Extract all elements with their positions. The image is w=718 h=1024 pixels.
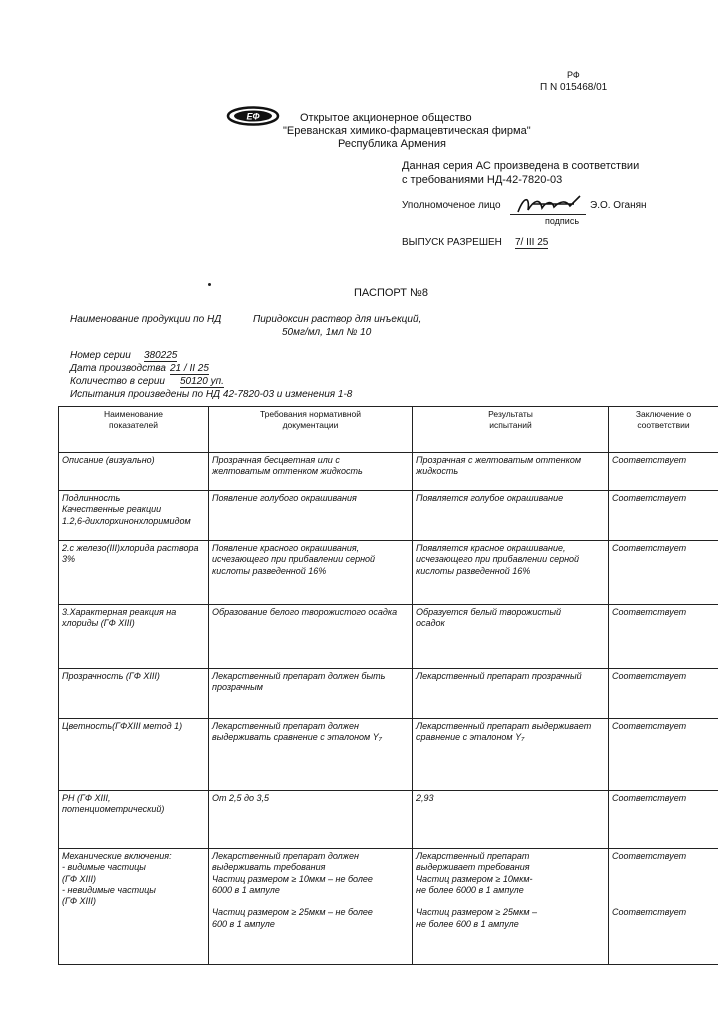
table-row — [59, 849, 718, 965]
ink-dot — [208, 283, 211, 286]
table-cell-c2: Прозрачная бесцветная или с желтоватым оттенком жидкость — [209, 453, 413, 491]
results-table — [58, 406, 718, 965]
header-conclusion: Заключение о соответствии — [609, 407, 718, 453]
table-row — [59, 491, 718, 541]
table-cell-c3: Лекарственный препарат прозрачный — [413, 669, 609, 719]
table-row — [59, 791, 718, 849]
passport-title: ПАСПОРТ №8 — [354, 287, 428, 299]
series-label: Номер серии — [70, 350, 131, 361]
table-cell-c4: Соответствует — [609, 491, 718, 541]
table-cell-c2: Лекарственный препарат должен выдерживать сравнение с эталоном Y₇ — [209, 719, 413, 791]
table-cell-c3: Прозрачная с желтоватым оттенком жидкость — [413, 453, 609, 491]
release-date: 7/ III 25 — [515, 237, 549, 248]
table-cell-c2: От 2,5 до 3,5 — [209, 791, 413, 849]
table-row — [59, 605, 718, 669]
table-cell-c3: Лекарственный препарат выдерживает сравнение с эталоном Y₇ — [413, 719, 609, 791]
cert-line-1: Данная серия АС произведена в соответствии — [402, 160, 640, 172]
table-cell-c4: Соответствует — [609, 719, 718, 791]
table-cell-c1: Цветность(ГФXIII метод 1) — [59, 719, 209, 791]
table-row — [59, 453, 718, 491]
cert-line-2: с требованиями НД-42-7820-03 — [402, 174, 563, 186]
doc-ref-rf: РФ — [567, 70, 580, 80]
table-cell-c3: Появляется голубое окрашивание — [413, 491, 609, 541]
table-cell-c4: Соответствует — [609, 453, 718, 491]
release-label: ВЫПУСК РАЗРЕШЕН — [402, 237, 502, 248]
table-cell-c4: Соответствует — [609, 669, 718, 719]
doc-ref-number: П N 015468/01 — [540, 82, 608, 93]
table-cell-c1: Подлинность Качественные реакции 1.2,6-дихлорхинонхлоримидом — [59, 491, 209, 541]
quantity-value: 50120 уп. — [180, 376, 224, 387]
svg-text:ЕФ: ЕФ — [246, 111, 260, 122]
production-date-value: 21 / II 25 — [170, 363, 209, 374]
quantity-label: Количество в серии — [70, 376, 165, 387]
table-cell-c1: 3.Характерная реакция на хлориды (ГФ XIII) — [59, 605, 209, 669]
table-row — [59, 719, 718, 791]
table-cell-c1: Описание (визуально) — [59, 453, 209, 491]
table-cell-c3: 2,93 — [413, 791, 609, 849]
header-requirements: Требования нормативной документации — [209, 407, 413, 453]
table-header-row — [59, 407, 718, 453]
table-cell-c4: Соответствует — [609, 541, 718, 605]
header-results: Результаты испытаний — [413, 407, 609, 453]
org-line-1: Открытое акционерное общество — [300, 112, 472, 124]
header-indicator: Наименование показателей — [59, 407, 209, 453]
table-row — [59, 669, 718, 719]
authorized-label: Уполномоченое лицо — [402, 200, 501, 211]
table-cell-c2: Появление красного окрашивания, исчезающего при прибавлении серной кислоты разведенной 16% — [209, 541, 413, 605]
table-row — [59, 541, 718, 605]
signature-image — [514, 192, 586, 218]
table-cell-c1: Прозрачность (ГФ XIII) — [59, 669, 209, 719]
table-cell-c1: РН (ГФ XIII, потенциометрический) — [59, 791, 209, 849]
table-cell-c3: Появляется красное окрашивание, исчезающего при прибавлении серной кислоты разведенной 16% — [413, 541, 609, 605]
table-cell-c4: Соответствует — [609, 605, 718, 669]
org-line-2: "Ереванская химико-фармацевтическая фирма" — [283, 125, 531, 137]
org-line-3: Республика Армения — [338, 138, 446, 150]
product-name-line-1: Пиридоксин раствор для инъекций, — [253, 314, 422, 325]
authorized-name: Э.О. Оганян — [590, 200, 647, 211]
product-label: Наименование продукции по НД — [70, 314, 222, 325]
table-cell-c3: Образуется белый творожистый осадок — [413, 605, 609, 669]
product-name-line-2: 50мг/мл, 1мл № 10 — [282, 327, 372, 338]
table-cell-c3: Лекарственный препарат выдерживает требования Частиц размером ≥ 10мкм- не более 6000 в 1 ампуле Частиц размером ≥ 25мкм – не более 600 в 1 ампуле — [413, 849, 609, 965]
table-cell-c1: 2.с железо(III)хлорида раствора 3% — [59, 541, 209, 605]
signature-caption: подпись — [545, 216, 580, 226]
company-logo — [226, 106, 280, 126]
table-cell-c2: Лекарственный препарат должен выдерживать требования Частиц размером ≥ 10мкм – не более 6000 в 1 ампуле Частиц размером ≥ 25мкм – не более 600 в 1 ампуле — [209, 849, 413, 965]
table-cell-c2: Появление голубого окрашивания — [209, 491, 413, 541]
series-value: 380225 — [144, 350, 178, 361]
table-cell-c2: Образование белого творожистого осадка — [209, 605, 413, 669]
tests-line: Испытания произведены по НД 42-7820-03 и изменения 1-8 — [70, 389, 353, 400]
table-cell-c4: Соответствует Соответствует — [609, 849, 718, 965]
table-cell-c4: Соответствует — [609, 791, 718, 849]
production-date-label: Дата производства — [70, 363, 166, 374]
table-cell-c2: Лекарственный препарат должен быть прозрачным — [209, 669, 413, 719]
table-cell-c1: Механические включения: - видимые частицы (ГФ XIII) - невидимые частицы (ГФ XIII) — [59, 849, 209, 965]
